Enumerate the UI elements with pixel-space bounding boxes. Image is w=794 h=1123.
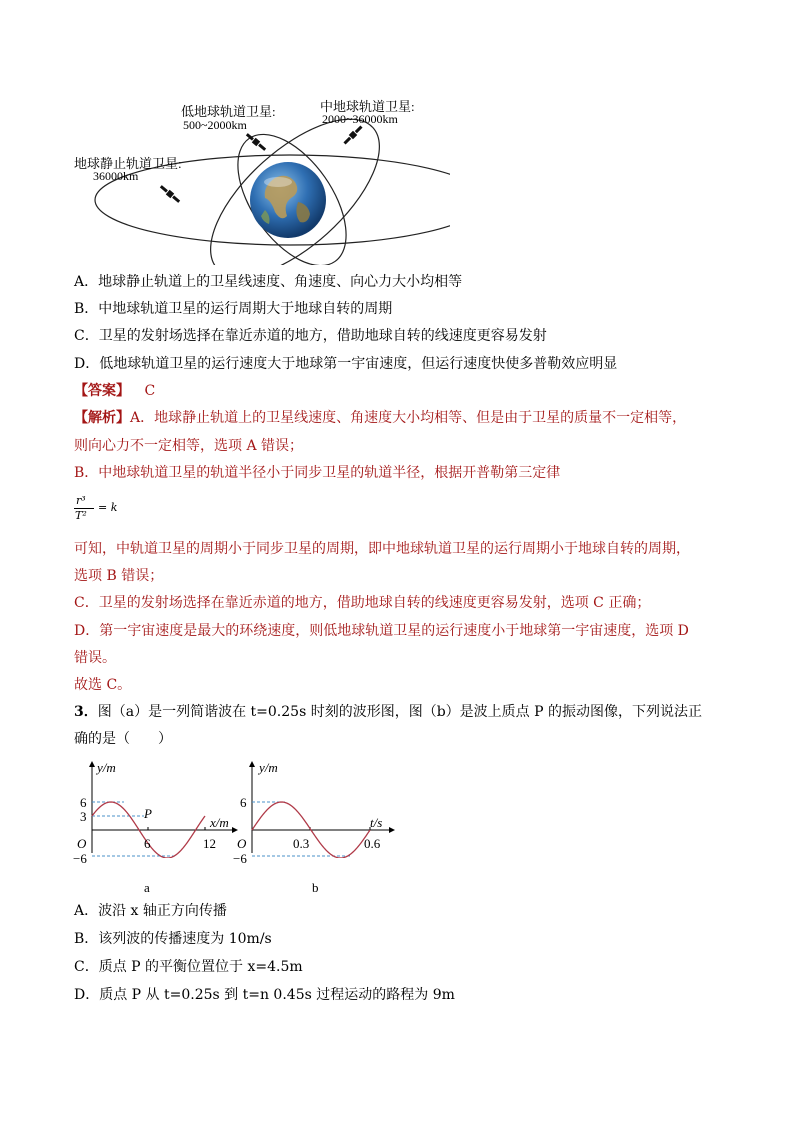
analysis-line-2: 则向心力不一定相等，选项 A 错误； xyxy=(74,438,304,454)
geo-label: 地球静止轨道卫星: xyxy=(74,156,182,171)
q2-option-b: B．中地球轨道卫星的运行周期大于地球自转的周期 xyxy=(74,301,393,317)
formula-denominator: T² xyxy=(75,509,87,522)
q3-option-b: B．该列波的传播速度为 10m/s xyxy=(74,931,272,947)
formula-numerator: r³ xyxy=(76,494,86,507)
graph-b-xtick-06: 0.6 xyxy=(364,836,381,851)
q3-number: 3． xyxy=(74,704,98,720)
graph-a-xtick-12: 12 xyxy=(203,836,216,851)
graph-b-ylabel: y/m xyxy=(259,760,278,775)
graph-b-xtick-03: 0.3 xyxy=(293,836,310,851)
q3-option-c: C．质点 P 的平衡位置位于 x=4.5m xyxy=(74,959,303,975)
analysis-line-6: C．卫星的发射场选择在靠近赤道的地方，借助地球自转的线速度更容易发射，选项 C 正确； xyxy=(74,595,651,611)
graph-a-ylabel: y/m xyxy=(97,760,116,775)
answer-value: C xyxy=(144,383,156,399)
analysis-line-9: 故选 C。 xyxy=(74,677,132,693)
graph-b-caption: b xyxy=(312,880,319,895)
formula-rhs: = k xyxy=(98,501,118,514)
analysis-line-8: 错误。 xyxy=(74,650,116,666)
leo-label: 低地球轨道卫星: xyxy=(181,104,276,119)
graph-b-xlabel: t/s xyxy=(370,815,383,830)
leo-range: 500~2000km xyxy=(183,118,247,132)
analysis-tag: 【解析】 xyxy=(74,410,130,426)
q3-stem-line-1 xyxy=(74,702,702,722)
q3-option-d: D．质点 P 从 t=0.25s 到 t=n 0.45s 过程运动的路程为 9m xyxy=(74,987,455,1003)
graph-b-ytick-neg6: −6 xyxy=(233,851,247,866)
meo-label: 中地球轨道卫星: xyxy=(320,99,415,114)
answer-tag: 【答案】 xyxy=(74,383,130,399)
meo-range: 2000~36000km xyxy=(322,112,398,126)
analysis-line-1 xyxy=(74,408,686,428)
q2-option-d: D．低地球轨道卫星的运行速度大于地球第一宇宙速度，但运行速度快使多普勒效应明显 xyxy=(74,356,618,372)
graph-b-ytick-6: 6 xyxy=(240,795,247,810)
geo-satellite-icon xyxy=(159,184,181,204)
q3-option-a: A．波沿 x 轴正方向传播 xyxy=(74,903,227,919)
graph-a-xtick-6: 6 xyxy=(144,836,151,851)
meo-satellite-icon xyxy=(342,124,363,145)
q2-answer-line xyxy=(74,381,155,401)
graph-a-ytick-3: 3 xyxy=(80,809,87,824)
analysis-line-5: 选项 B 错误； xyxy=(74,568,164,584)
geo-range: 36000km xyxy=(93,169,139,183)
graph-a-caption: a xyxy=(144,880,150,895)
graph-a-xlabel: x/m xyxy=(210,815,229,830)
graph-a-ytick-6: 6 xyxy=(80,795,87,810)
q3-stem-line-2: 确的是（ ） xyxy=(74,731,172,747)
graph-a-point-p: P xyxy=(144,806,152,821)
analysis-line-4: 可知，中轨道卫星的周期小于同步卫星的周期，即中地球轨道卫星的运行周期小于地球自转的周期， xyxy=(74,541,690,557)
analysis-line-7: D．第一宇宙速度是最大的环绕速度，则低地球轨道卫星的运行速度小于地球第一宇宙速度，选项 D xyxy=(74,623,689,639)
q2-option-a: A．地球静止轨道上的卫星线速度、角速度、向心力大小均相等 xyxy=(74,274,463,290)
graph-a-ytick-neg6: −6 xyxy=(73,851,87,866)
analysis-text-1: A．地球静止轨道上的卫星线速度、角速度大小均相等、但是由于卫星的质量不一定相等， xyxy=(130,410,687,426)
graph-b-origin: O xyxy=(237,836,247,851)
q2-option-c: C．卫星的发射场选择在靠近赤道的地方，借助地球自转的线速度更容易发射 xyxy=(74,328,547,344)
kepler-formula xyxy=(74,494,134,530)
analysis-line-3: B．中地球轨道卫星的轨道半径小于同步卫星的轨道半径，根据开普勒第三定律 xyxy=(74,465,561,481)
graph-a-origin: O xyxy=(77,836,87,851)
q3-stem-text-1: 图（a）是一列简谐波在 t=0.25s 时刻的波形图，图（b）是波上质点 P 的振动图像，下列说法正 xyxy=(97,704,702,720)
